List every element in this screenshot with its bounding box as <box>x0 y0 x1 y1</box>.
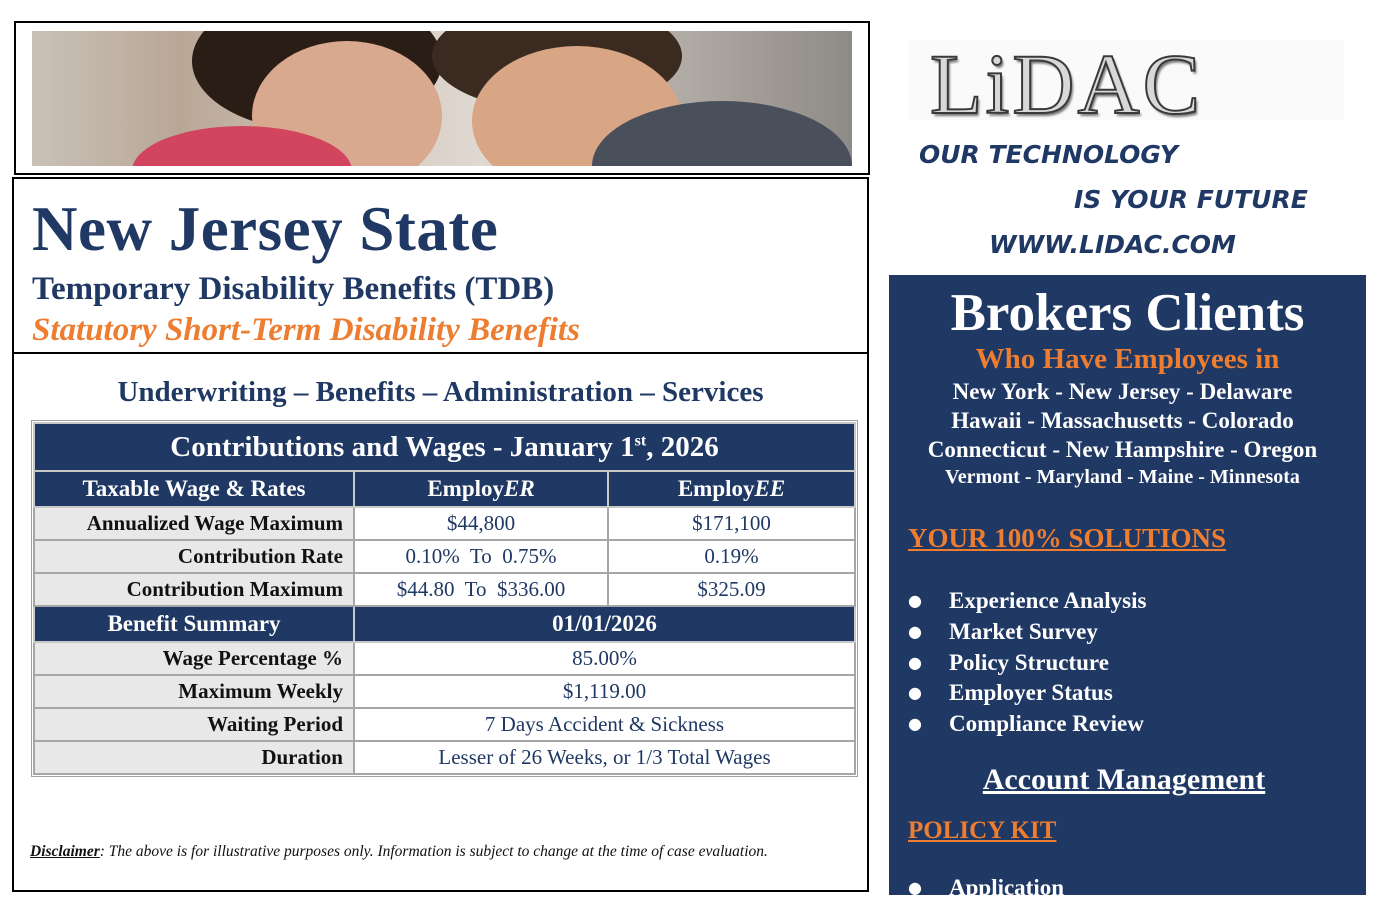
page-subtitle-italic: Statutory Short-Term Disability Benefits <box>32 312 580 348</box>
states-line: Connecticut - New Hampshire - Oregon <box>927 437 1318 462</box>
photo-banner-frame <box>14 21 870 175</box>
states-line: New York - New Jersey - Delaware <box>952 379 1293 404</box>
logo-wordmark: LiDAC <box>930 36 1203 132</box>
list-item: ● Application <box>908 873 1064 904</box>
list-item: ● Experience Analysis <box>908 586 1146 617</box>
table-row <box>34 573 855 606</box>
benefit-value: 85.00% <box>354 642 855 675</box>
website-link[interactable]: WWW.LIDAC.COM <box>989 230 1236 259</box>
benefit-date-header: 01/01/2026 <box>354 606 855 642</box>
row-label: Wage Percentage % <box>34 642 354 675</box>
col-header-employer: EmployER <box>354 471 608 507</box>
bullet-icon: ● <box>908 621 922 641</box>
services-line: Underwriting – Benefits – Administration – Services <box>117 376 764 408</box>
table-row <box>34 708 855 741</box>
brokers-subtitle: Who Have Employees in <box>975 343 1280 375</box>
employer-value: $44,800 <box>354 507 608 540</box>
disclaimer-label: Disclaimer <box>30 843 100 860</box>
table-title: Contributions and Wages - January 1st, 2026 <box>34 423 855 471</box>
employer-value: 0.10% To 0.75% <box>354 540 608 573</box>
bullet-icon: ● <box>908 652 922 672</box>
list-item: ● Market Survey <box>908 617 1146 648</box>
col-header-employee: EmployEE <box>608 471 855 507</box>
policy-kit-heading: POLICY KIT <box>908 817 1057 844</box>
page-subtitle: Temporary Disability Benefits (TDB) <box>32 271 555 307</box>
benefit-value: Lesser of 26 Weeks, or 1/3 Total Wages <box>354 741 855 774</box>
disclaimer-text: : The above is for illustrative purposes only. Information is subject to change at the time of case evaluation. <box>99 843 768 860</box>
row-label: Annualized Wage Maximum <box>34 507 354 540</box>
content-box <box>12 352 869 892</box>
col-header-label: Taxable Wage & Rates <box>34 471 354 507</box>
brokers-title: Brokers Clients <box>950 284 1305 342</box>
benefit-value: $1,119.00 <box>354 675 855 708</box>
disclaimer <box>30 843 768 861</box>
bullet-icon: ● <box>908 714 922 734</box>
table-row <box>34 507 855 540</box>
table-header-row <box>34 471 855 507</box>
title-box <box>12 177 869 354</box>
brokers-panel <box>889 275 1366 900</box>
employee-value: 0.19% <box>608 540 855 573</box>
bullet-icon: ● <box>908 878 922 897</box>
account-management-heading: Account Management <box>982 763 1266 796</box>
row-label: Contribution Maximum <box>34 573 354 606</box>
page-title: New Jersey State <box>32 194 499 264</box>
bullet-icon: ● <box>908 591 922 610</box>
table-row <box>34 642 855 675</box>
table-row <box>34 741 855 774</box>
table-title-row <box>34 423 855 471</box>
table-row <box>34 540 855 573</box>
benefit-summary-header: Benefit Summary <box>34 606 354 642</box>
contributions-table-wrapper <box>31 420 858 777</box>
bullet-icon: ● <box>908 683 922 703</box>
benefit-value: 7 Days Accident & Sickness <box>354 708 855 741</box>
employee-value: $325.09 <box>608 573 855 606</box>
contributions-table <box>33 422 856 775</box>
list-item: ● Compliance Review <box>908 709 1146 740</box>
solutions-heading: YOUR 100% SOLUTIONS <box>908 523 1227 553</box>
tagline-line-2: IS YOUR FUTURE <box>1074 185 1308 214</box>
row-label: Waiting Period <box>34 708 354 741</box>
row-label: Maximum Weekly <box>34 675 354 708</box>
list-item: ● Employer Status <box>908 678 1146 709</box>
row-label: Contribution Rate <box>34 540 354 573</box>
table-row <box>34 675 855 708</box>
states-line: Hawaii - Massachusetts - Colorado <box>951 408 1294 433</box>
employer-value: $44.80 To $336.00 <box>354 573 608 606</box>
people-photo <box>32 31 852 166</box>
list-item: ● Policy Structure <box>908 648 1146 679</box>
benefit-header-row <box>34 606 855 642</box>
tagline-line-1: OUR TECHNOLOGY <box>919 140 1178 169</box>
row-label: Duration <box>34 741 354 774</box>
solutions-list <box>908 586 1146 740</box>
lidac-logo <box>908 36 1344 132</box>
states-line: Vermont - Maryland - Maine - Minnesota <box>945 466 1300 488</box>
employee-value: $171,100 <box>608 507 855 540</box>
policy-kit-list <box>908 873 1064 904</box>
